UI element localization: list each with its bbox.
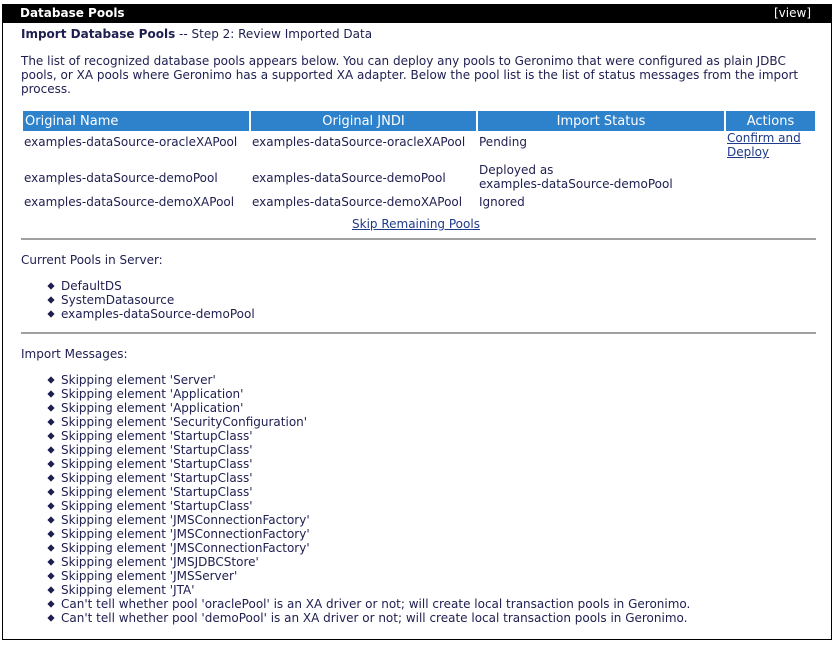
message-text: Skipping element 'StartupClass' <box>61 443 253 457</box>
bullet-icon <box>47 404 54 411</box>
database-pools-portlet <box>2 4 832 640</box>
table-row <box>23 193 815 211</box>
message-text: Can't tell whether pool 'oraclePool' is an XA driver or not; will create local transaction pools in Geronimo. <box>61 597 691 611</box>
table-row <box>23 163 815 193</box>
col-original-jndi: Original JNDI <box>251 111 476 131</box>
table-header-row <box>23 111 815 131</box>
page-title <box>21 27 372 41</box>
bullet-icon <box>47 432 54 439</box>
pools-table <box>21 111 817 211</box>
bullet-icon <box>47 296 54 303</box>
message-text: Skipping element 'Application' <box>61 387 244 401</box>
list-item <box>47 373 690 387</box>
list-item <box>47 293 255 307</box>
list-item <box>47 415 690 429</box>
confirm-and-deploy-link[interactable]: Confirm and Deploy <box>727 131 801 159</box>
message-text: Skipping element 'StartupClass' <box>61 485 253 499</box>
bullet-icon <box>47 446 54 453</box>
list-item <box>47 513 690 527</box>
message-text: Skipping element 'StartupClass' <box>61 457 253 471</box>
cell-status <box>478 163 724 193</box>
status-line-1: Deployed as <box>479 163 554 177</box>
list-item <box>47 499 690 513</box>
intro-text: The list of recognized database pools appears below. You can deploy any pools to Geronimo that were configured as plain JDBC pools, or XA pools where Geronimo has a supported XA adapter. Below the pool list is the list of status messages from the import process. <box>21 54 799 96</box>
bullet-icon <box>47 474 54 481</box>
cell-actions <box>726 163 815 193</box>
status-line-2: examples-dataSource-demoPool <box>479 177 673 191</box>
bullet-icon <box>47 376 54 383</box>
list-item <box>47 485 690 499</box>
portlet-title: Database Pools <box>20 6 125 20</box>
list-item <box>47 471 690 485</box>
list-item <box>47 443 690 457</box>
cell-jndi: examples-dataSource-demoPool <box>252 171 446 185</box>
pool-name: examples-dataSource-demoPool <box>61 307 255 321</box>
col-import-status: Import Status <box>478 111 724 131</box>
bullet-icon <box>47 282 54 289</box>
bullet-icon <box>47 544 54 551</box>
divider <box>21 332 816 334</box>
page-title-step: -- Step 2: Review Imported Data <box>175 27 373 41</box>
message-text: Skipping element 'JMSConnectionFactory' <box>61 513 310 527</box>
bullet-icon <box>47 586 54 593</box>
col-original-name: Original Name <box>23 111 249 131</box>
cell-name: examples-dataSource-demoXAPool <box>24 195 235 209</box>
bullet-icon <box>47 558 54 565</box>
message-text: Skipping element 'JMSConnectionFactory' <box>61 527 310 541</box>
message-text: Skipping element 'JMSConnectionFactory' <box>61 541 310 555</box>
cell-actions <box>726 131 815 163</box>
import-messages-label: Import Messages: <box>21 347 128 361</box>
page-title-bold: Import Database Pools <box>21 27 176 41</box>
list-item <box>47 429 690 443</box>
bullet-icon <box>47 390 54 397</box>
cell-status: Pending <box>479 135 527 149</box>
message-text: Skipping element 'SecurityConfiguration' <box>61 415 308 429</box>
list-item <box>47 583 690 597</box>
message-text: Skipping element 'StartupClass' <box>61 471 253 485</box>
divider <box>21 238 816 240</box>
cell-name: examples-dataSource-demoPool <box>24 171 218 185</box>
view-link[interactable]: [view] <box>774 6 811 20</box>
current-pools-label: Current Pools in Server: <box>21 253 163 267</box>
import-messages-list <box>47 373 690 625</box>
bullet-icon <box>47 516 54 523</box>
list-item <box>47 457 690 471</box>
col-actions: Actions <box>726 111 815 131</box>
list-item <box>47 611 690 625</box>
cell-name: examples-dataSource-oracleXAPool <box>24 135 238 149</box>
cell-status: Ignored <box>479 195 525 209</box>
message-text: Skipping element 'JMSServer' <box>61 569 238 583</box>
message-text: Skipping element 'JTA' <box>61 583 195 597</box>
message-text: Skipping element 'Application' <box>61 401 244 415</box>
bullet-icon <box>47 502 54 509</box>
message-text: Skipping element 'Server' <box>61 373 216 387</box>
bullet-icon <box>47 460 54 467</box>
skip-remaining-pools-link[interactable]: Skip Remaining Pools <box>352 217 480 231</box>
message-text: Skipping element 'StartupClass' <box>61 429 253 443</box>
message-text: Can't tell whether pool 'demoPool' is an XA driver or not; will create local transaction pools in Geronimo. <box>61 611 688 625</box>
list-item <box>47 541 690 555</box>
bullet-icon <box>47 614 54 621</box>
list-item <box>47 387 690 401</box>
bullet-icon <box>47 600 54 607</box>
list-item <box>47 569 690 583</box>
bullet-icon <box>47 530 54 537</box>
cell-jndi: examples-dataSource-demoXAPool <box>252 195 463 209</box>
pool-name: DefaultDS <box>61 279 122 293</box>
message-text: Skipping element 'StartupClass' <box>61 499 253 513</box>
bullet-icon <box>47 418 54 425</box>
portlet-header <box>3 5 831 23</box>
cell-actions <box>726 193 815 211</box>
pool-name: SystemDatasource <box>61 293 175 307</box>
bullet-icon <box>47 310 54 317</box>
list-item <box>47 279 255 293</box>
bullet-icon <box>47 488 54 495</box>
list-item <box>47 527 690 541</box>
list-item <box>47 401 690 415</box>
list-item <box>47 597 690 611</box>
list-item <box>47 555 690 569</box>
message-text: Skipping element 'JMSJDBCStore' <box>61 555 259 569</box>
table-row <box>23 131 815 163</box>
list-item <box>47 307 255 321</box>
cell-jndi: examples-dataSource-oracleXAPool <box>252 135 466 149</box>
bullet-icon <box>47 572 54 579</box>
current-pools-list <box>47 279 255 321</box>
